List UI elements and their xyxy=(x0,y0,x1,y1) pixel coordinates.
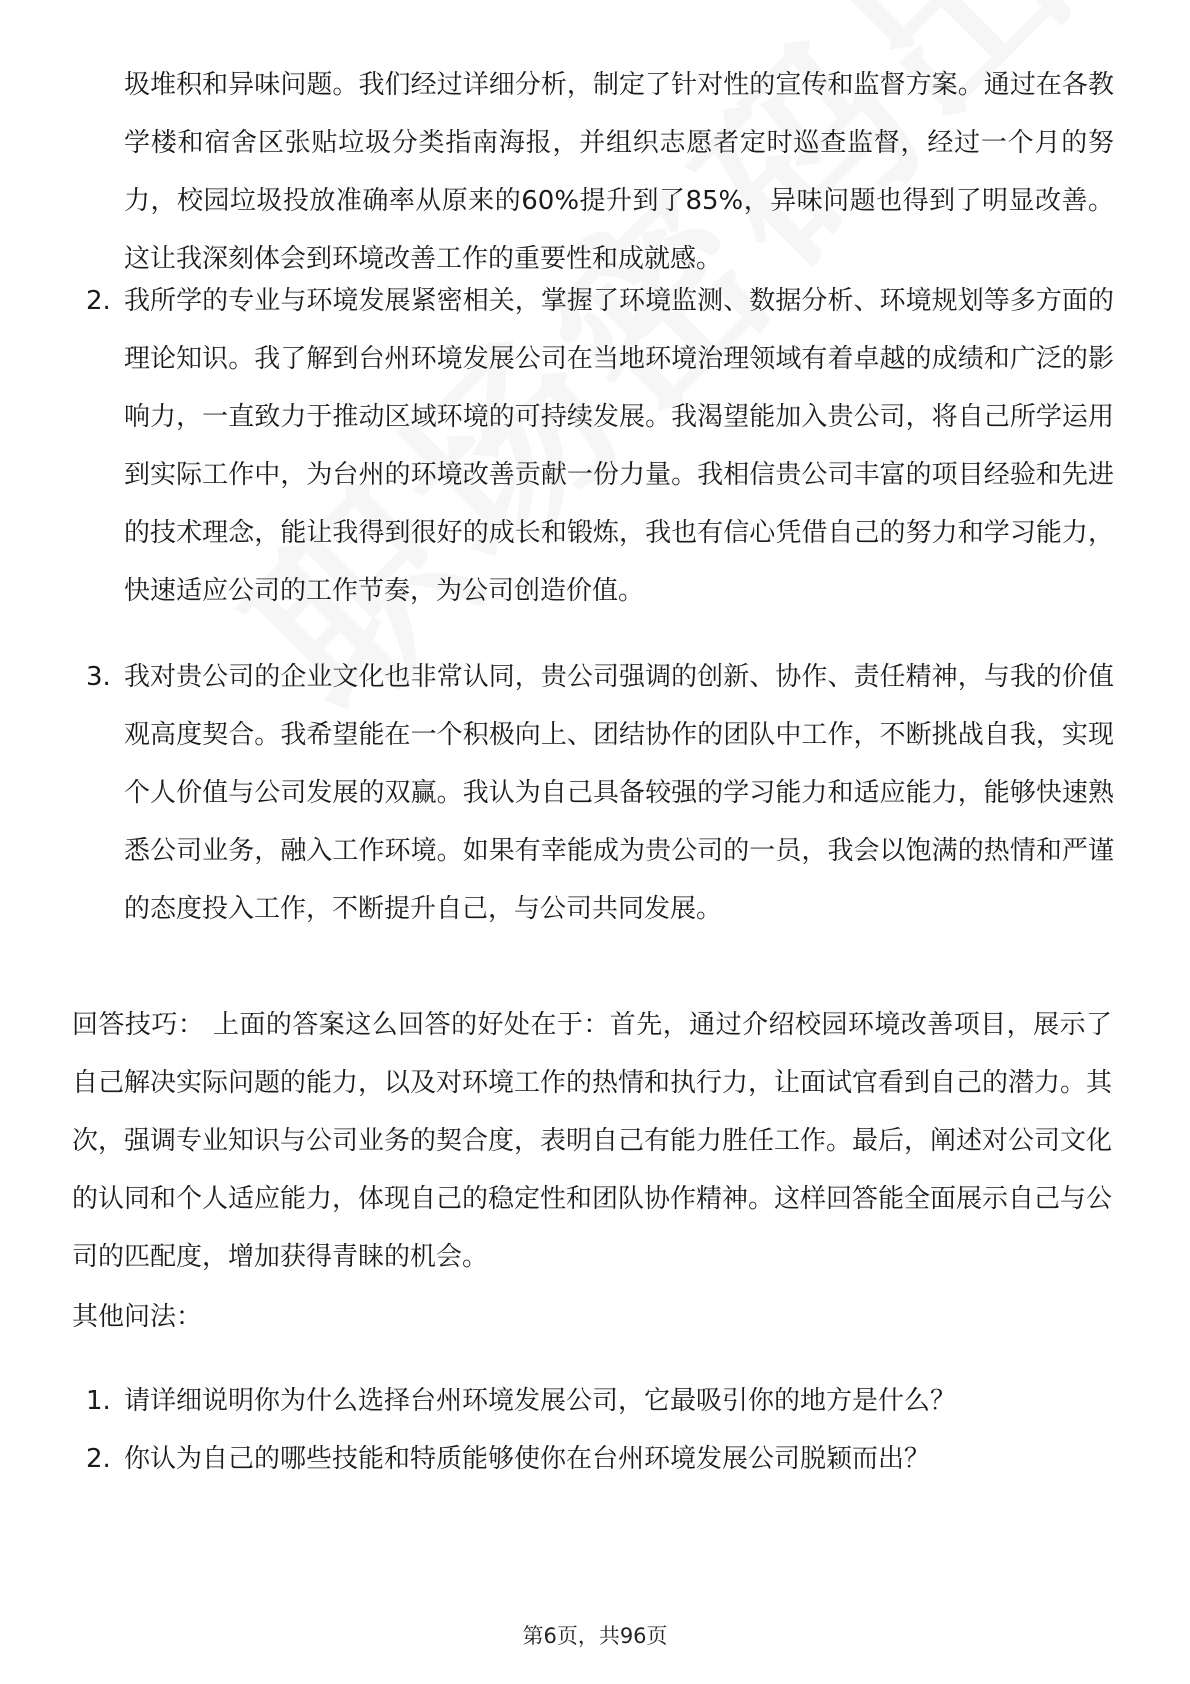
answer-item-2-text: 我所学的专业与环境发展紧密相关，掌握了环境监测、数据分析、环境规划等多方面的理论知识。我了解到台州环境发展公司在当地环境治理领域有着卓越的成绩和广泛的影响力，一直致力于推动区域环境的可持续发展。我渴望能加入贵公司，将自己所学运用到实际工作中，为台州的环境改善贡献一份力量。我相信贵公司丰富的项目经验和先进的技术理念，能让我得到很好的成长和锻炼，我也有信心凭借自己的努力和学习能力，快速适应公司的工作节奏，为公司创造价值。 xyxy=(124,286,1114,606)
other-question-2-text: 你认为自己的哪些技能和特质能够使你在台州环境发展公司脱颖而出？ xyxy=(124,1444,931,1474)
answer-item-1-continuation: 圾堆积和异味问题。我们经过详细分析，制定了针对性的宣传和监督方案。通过在各教学楼和宿舍区张贴垃圾分类指南海报，并组织志愿者定时巡查监督，经过一个月的努力，校园垃圾投放准确率从原来的60%提升到了85%，异味问题也得到了明显改善。这让我深刻体会到环境改善工作的重要性和成就感。 xyxy=(124,70,1114,274)
answer-item-3-number: 3. xyxy=(86,662,111,692)
other-question-1-number: 1. xyxy=(86,1386,111,1416)
other-questions-heading: 其他问法： xyxy=(72,1302,203,1332)
answer-item-2-number: 2. xyxy=(86,286,111,316)
page-number: 第6页，共96页 xyxy=(522,1624,668,1648)
other-question-2-number: 2. xyxy=(86,1444,111,1474)
answer-item-3-text: 我对贵公司的企业文化也非常认同，贵公司强调的创新、协作、责任精神，与我的价值观高度契合。我希望能在一个积极向上、团结协作的团队中工作，不断挑战自我，实现个人价值与公司发展的双赢。我认为自己具备较强的学习能力和适应能力，能够快速熟悉公司业务，融入工作环境。如果有幸能成为贵公司的一员，我会以饱满的热情和严谨的态度投入工作，不断提升自己，与公司共同发展。 xyxy=(124,662,1114,924)
answer-tips-paragraph: 回答技巧： 上面的答案这么回答的好处在于：首先，通过介绍校园环境改善项目，展示了自己解决实际问题的能力，以及对环境工作的热情和执行力，让面试官看到自己的潜力。其次，强调专业知识与公司业务的契合度，表明自己有能力胜任工作。最后，阐述对公司文化的认同和个人适应能力，体现自己的稳定性和团队协作精神。这样回答能全面展示自己与公司的匹配度，增加获得青睐的机会。 xyxy=(72,1010,1113,1272)
other-question-1-text: 请详细说明你为什么选择台州环境发展公司，它最吸引你的地方是什么？ xyxy=(124,1386,957,1416)
